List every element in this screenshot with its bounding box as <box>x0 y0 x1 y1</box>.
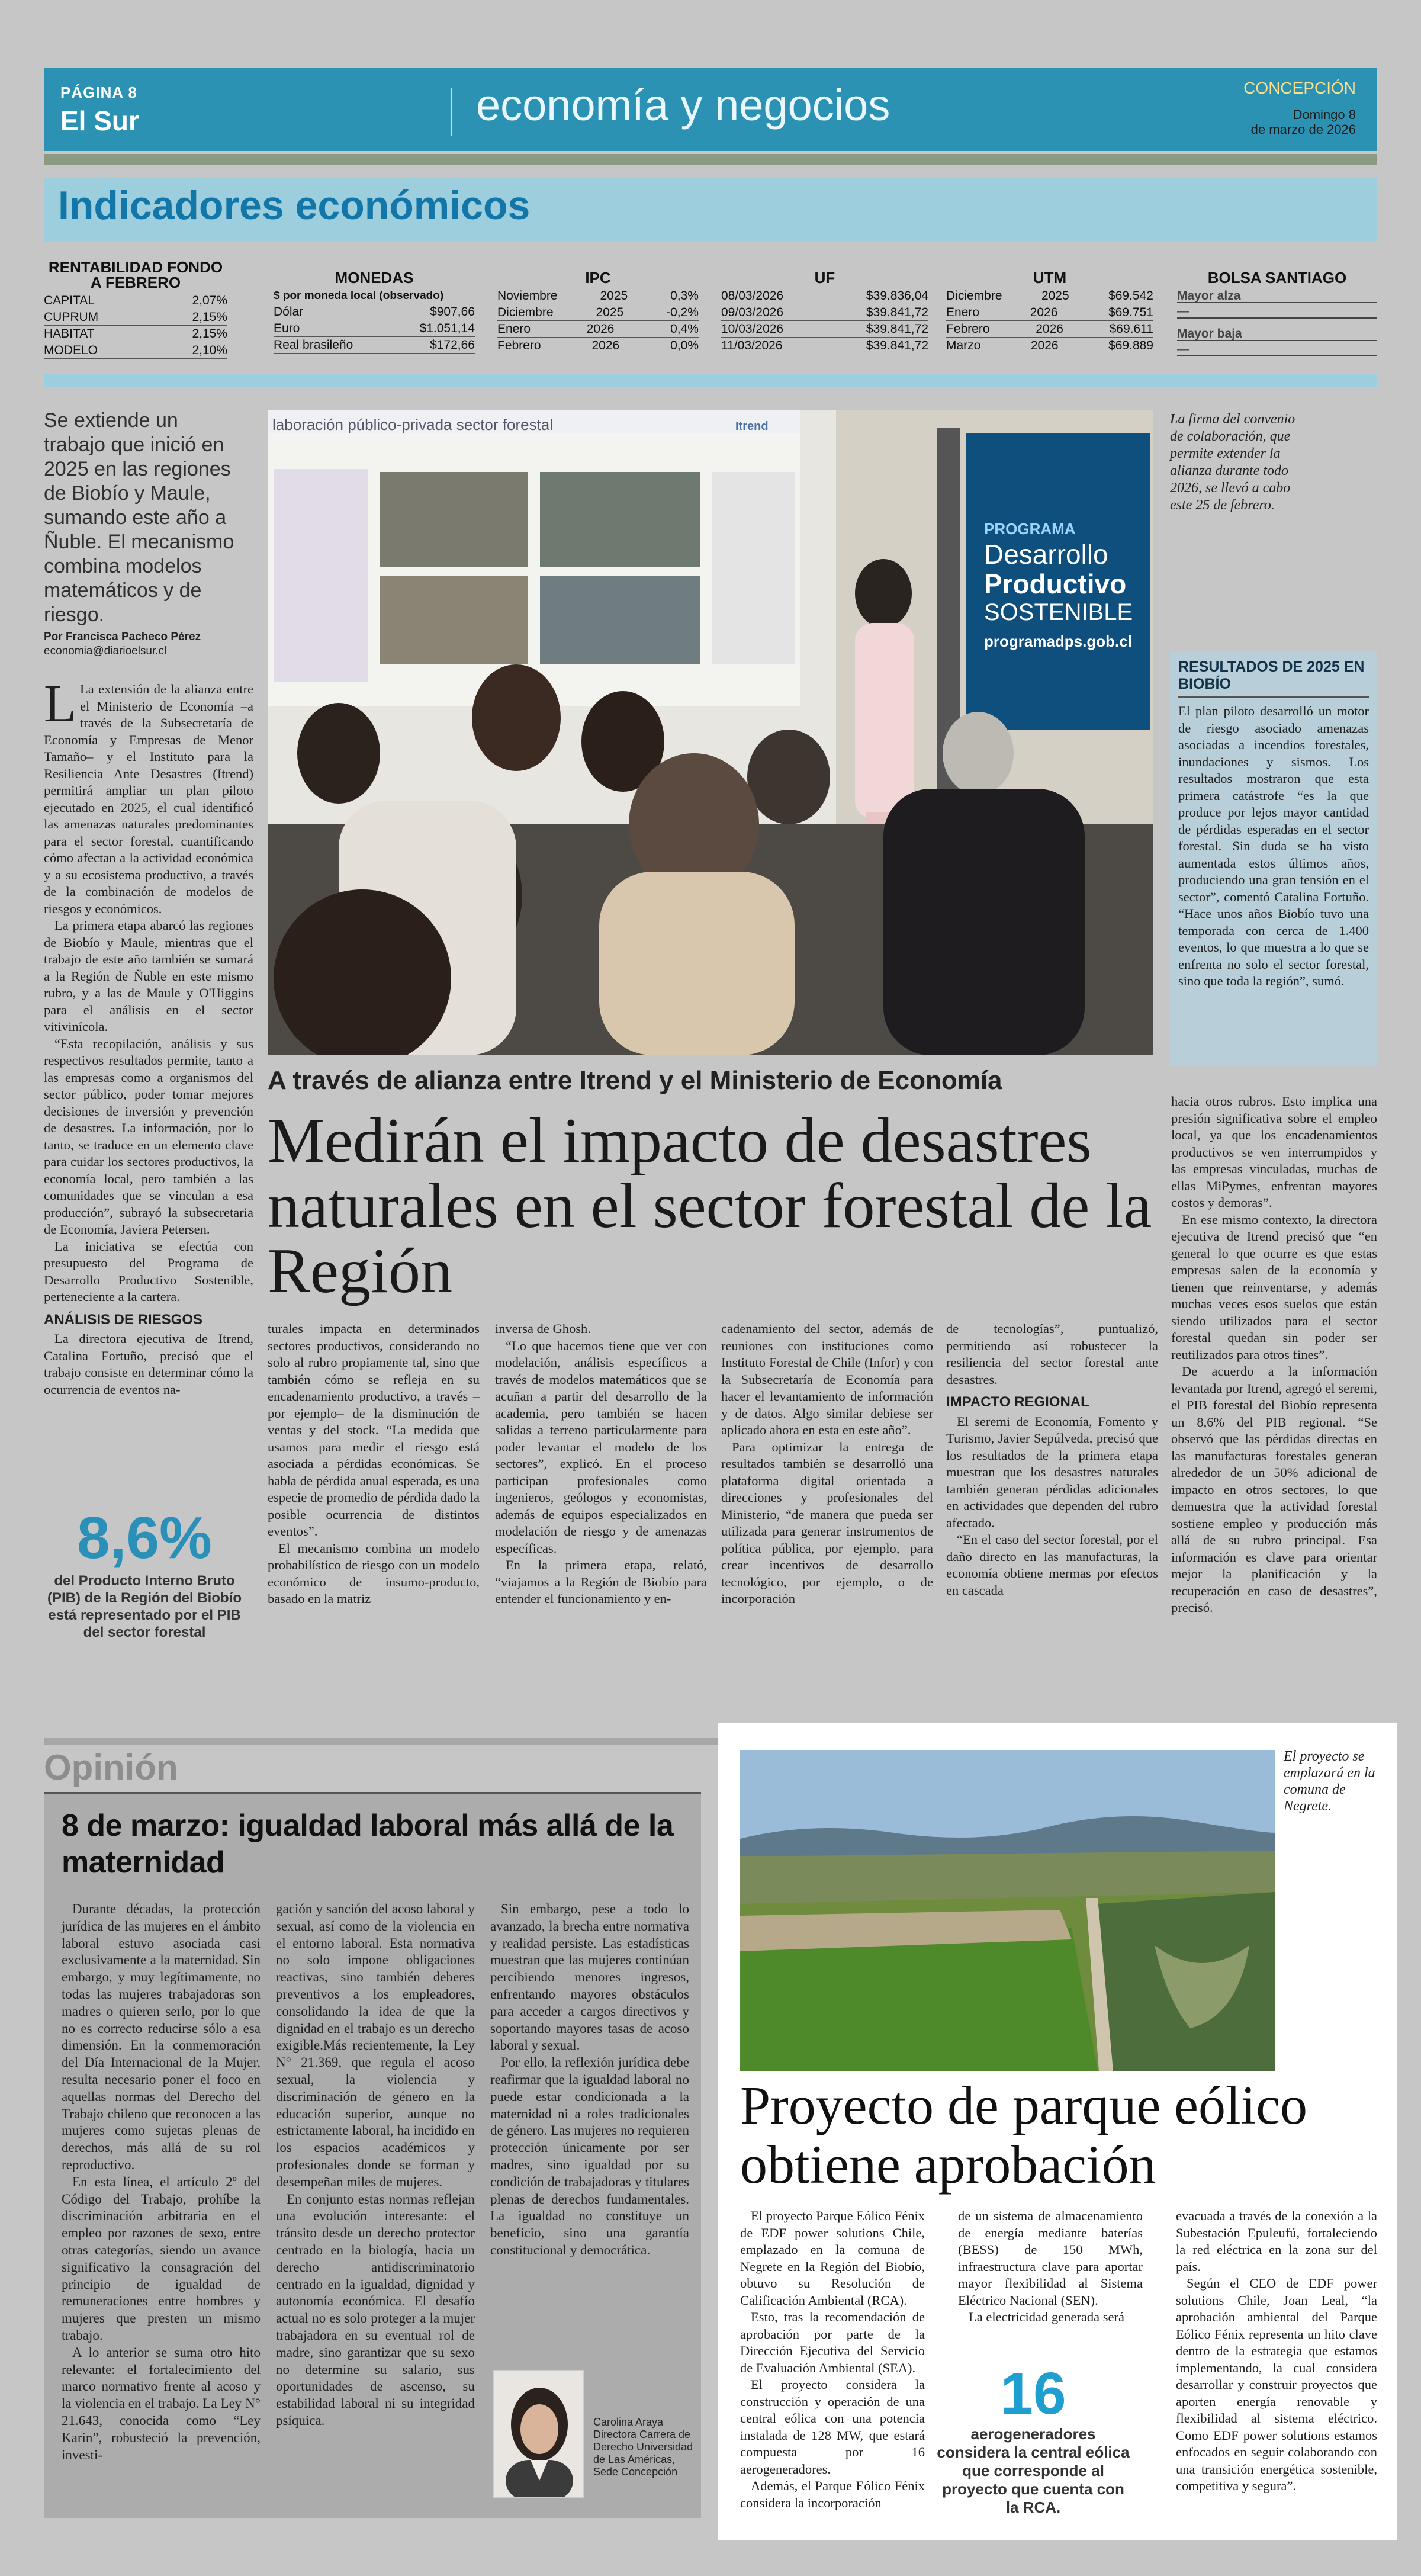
indicator-cell: 2026 <box>586 322 615 336</box>
wind-paragraph: evacuada a través de la conexión a la Subestación Epuleufú, fortaleciendo la red eléctrica en la zona sur del país. <box>1176 2208 1377 2274</box>
publication-name: El Sur <box>60 105 139 136</box>
article-paragraph: En la primera etapa, relató, “viajamos a la Región de Biobío para entender el funcionamiento y en- <box>495 1557 707 1606</box>
author-credit <box>593 2416 694 2478</box>
wind-paragraph: Esto, tras la recomendación de aprobación por parte de la Dirección Ejecutiva del Servicio de Evaluación Ambiental (SEA). <box>740 2310 925 2375</box>
indicator-row <box>274 304 475 320</box>
article-col-5 <box>946 1321 1158 1599</box>
wind-col-1 <box>740 2208 925 2511</box>
city-label: CONCEPCIÓN <box>1243 79 1356 97</box>
uf-table <box>721 270 928 354</box>
article-paragraph: “En el caso del sector forestal, por el daño directo en las manufacturas, la economía obtiene mermas por efectos en cascada <box>946 1532 1158 1598</box>
article-col-4 <box>721 1321 933 1608</box>
bolsa-down-value: — <box>1177 341 1377 356</box>
wind-paragraph: Según el CEO de EDF power solutions Chile, Joan Leal, “la aprobación ambiental del Parque Eólico Fénix representa un hito clave dentro de la estrategia que estamos implementando, la cual considera desarrollar y construir proyectos que aporten energía renovable y flexibilidad al sistema eléctrico. Como EDF power solutions estamos enfocados en seguir colaborando con una transición energética sostenible, competitiva y segura”. <box>1176 2276 1377 2493</box>
article-subhead: IMPACTO REGIONAL <box>946 1394 1089 1410</box>
indicator-cell: 2026 <box>1030 339 1059 352</box>
article-paragraph: En ese mismo contexto, la directora ejecutiva de Itrend precisó que “en general lo que ocurre es que estas empresas salen de la economía y tienen que reinventarse, y además muchas veces esos suelos que están siendo utilizados para el sector forestal quedan sin poder ser reutilizados para otros fines”. <box>1171 1212 1377 1362</box>
author-photo <box>493 2370 584 2498</box>
article-paragraph: hacia otros rubros. Esto implica una presión significativa sobre el empleo local, ya que los encadenamientos productivos se ven interrumpidos y las empresas vinculadas, muchas de ellas MiPymes, enfrentan mayores costos y demoras”. <box>1171 1094 1377 1210</box>
wind-farm-photo <box>740 1750 1275 2071</box>
indicator-row <box>946 304 1153 321</box>
wind-col-2 <box>958 2208 1143 2326</box>
opinion-col-1 <box>62 1901 261 2463</box>
stat-value: 8,6% <box>77 1505 212 1571</box>
ipc-table <box>497 270 699 354</box>
article-paragraph: “Lo que hacemos tiene que ver con modelación, análisis específicos a través de modelos matemáticos que se acuñan a partir del desarrollo de la academia, pero también se hacen salidas a terreno particularmente para poder levantar el modelo de los sectores”, explicó. En el proceso participan profesionales como ingenieros, geólogos y economistas, además de equipos especializados en modelación de riesgo y de amenazas específicas. <box>495 1338 707 1556</box>
wind-stat-value: 16 <box>1000 2360 1066 2427</box>
article-paragraph: El seremi de Economía, Fomento y Turismo, Javier Sepúlveda, precisó que los resultados de la primera etapa muestran que los desastres naturales también generan pérdidas adicionales en actividades que dependen del rubro afectado. <box>946 1414 1158 1530</box>
bolsa-heading: BOLSA SANTIAGO <box>1207 269 1347 287</box>
indicator-row <box>497 338 699 354</box>
indicator-cell: $39.836,04 <box>866 289 928 303</box>
fondo-heading: RENTABILIDAD FONDO A FEBRERO <box>48 258 223 291</box>
monedas-table <box>274 270 475 354</box>
indicator-cell: CAPITAL <box>44 294 95 307</box>
opinion-col-2 <box>276 1901 475 2430</box>
indicator-row <box>44 309 227 326</box>
indicator-cell: Noviembre <box>497 289 558 303</box>
stat-text: del Producto Interno Bruto (PIB) de la Región del Biobío está representado por el PIB del sector forestal <box>47 1573 242 1640</box>
author-title: Directora Carrera de Derecho Universidad de Las Américas, Sede Concepción <box>593 2429 693 2478</box>
wind-headline: Proyecto de parque eólico obtiene aprobación <box>740 2075 1307 2195</box>
indicator-cell: -0,2% <box>666 306 699 319</box>
article-paragraph: inversa de Ghosh. <box>495 1321 591 1336</box>
indicator-row <box>946 288 1153 304</box>
article-paragraph: de tecnologías”, puntualizó, permitiendo así robustecer la resiliencia del sector forestal ante desastres. <box>946 1321 1158 1387</box>
photo-caption: La firma del convenio de colaboración, que permite extender la alianza durante todo 2026, se llevó a cabo este 25 de febrero. <box>1170 412 1295 513</box>
indicator-cell: $69.889 <box>1108 339 1153 352</box>
article-kicker: A través de alianza entre Itrend y el Ministerio de Economía <box>268 1066 1002 1095</box>
event-photo <box>268 410 1153 1055</box>
indicator-cell: 2026 <box>591 339 620 352</box>
header-divider <box>451 88 452 136</box>
indicator-row <box>274 337 475 354</box>
indicator-cell: 10/03/2026 <box>721 322 784 336</box>
screen-title: laboración público-privada sector forestal <box>272 416 554 433</box>
indicator-cell: Diciembre <box>497 306 554 319</box>
indicator-cell: $69.611 <box>1109 322 1153 336</box>
indicator-cell: $907,66 <box>430 305 475 319</box>
opinion-headline: 8 de marzo: igualdad laboral más allá de la maternidad <box>62 1809 674 1880</box>
page-number: PÁGINA 8 <box>60 83 137 101</box>
article-paragraph: cadenamiento del sector, además de reuniones con instituciones como Instituto Forestal de Chile (Infor) y con la Subsecretaría de Economía para hacer el levantamiento de información y de datos. Algo similar debiese ser aplicado ahora en esta en este año”. <box>721 1321 933 1437</box>
ipc-heading: IPC <box>585 269 611 287</box>
indicator-cell: 08/03/2026 <box>721 289 784 303</box>
indicator-row <box>946 321 1153 338</box>
wind-stat-text: aerogeneradores considera la central eólica que corresponde al proyecto que cuenta con la RCA. <box>937 2425 1130 2516</box>
wind-paragraph: El proyecto Parque Eólico Fénix de EDF power solutions Chile, emplazado en la comuna de Negrete en la Región del Biobío, obtuvo su Resolución de Calificación Ambiental (RCA). <box>740 2208 925 2308</box>
opinion-paragraph: gación y sanción del acoso laboral y sexual, así como de la violencia en el entorno laboral. Esta normativa no solo impone obligaciones reactivas, sino también deberes preventivos a los empleadores, consolidando la idea de que la dignidad en el trabajo es un derecho exigible.Más recientemente, la Ley N° 21.369, que regula el acoso sexual, la violencia y discriminación de género en la educación superior, aunque no estrictamente laboral, ha incidido en los espacios académicos y profesionales donde se forman y desempeñan miles de mujeres. <box>276 1902 475 2189</box>
indicator-cell: Enero <box>946 306 980 319</box>
indicator-cell: 2,10% <box>192 343 227 357</box>
opinion-col-3 <box>490 1901 689 2259</box>
bolsa-up-label: Mayor alza <box>1177 288 1377 303</box>
indicators-banner <box>44 178 1377 242</box>
monedas-heading: MONEDAS <box>335 269 414 287</box>
page-header <box>44 68 1377 151</box>
opinion-paragraph: En esta línea, el artículo 2º del Código del Trabajo, prohíbe la discriminación arbitraria en el empleo por razones de sexo, entre otras categorías, siendo un avance significativo la consagración del principio de igualdad de remuneraciones entre hombres y mujeres que presten un mismo trabajo. <box>62 2174 261 2343</box>
indicator-cell: 0,3% <box>670 289 699 303</box>
indicator-cell: $69.542 <box>1108 289 1153 303</box>
indicator-cell: 2025 <box>600 289 628 303</box>
indicator-row <box>721 338 928 354</box>
indicator-cell: $69.751 <box>1108 306 1153 319</box>
indicator-cell: Enero <box>497 322 531 336</box>
opinion-paragraph: Sin embargo, pese a todo lo avanzado, la brecha entre normativa y realidad persiste. Las estadísticas muestran que las mujeres continúan percibiendo menores ingresos, enfrentando mayores obstáculos para acceder a cargos directivos y soportando mayores tasas de acoso laboral y sexual. <box>490 1902 689 2053</box>
article-paragraph: turales impacta en determinados sectores productivos, considerando no solo al rubro propiamente tal, sino que también cómo se refleja en su encadenamiento productivo, a través –por ejemplo– de la disminución de ventas y del stock. “La medida que usamos para medir el riesgo está asociada a pérdidas económicas. Se habla de pérdida anual esperada, es una especie de promedio de pérdida dado la posible ocurrencia de distintos eventos”. <box>268 1321 480 1538</box>
indicators-title: Indicadores económicos <box>58 183 531 228</box>
article-col-6 <box>1171 1093 1377 1617</box>
article-paragraph: La directora ejecutiva de Itrend, Catalina Fortuño, precisó que el trabajo consiste en determinar cómo la ocurrencia de eventos na- <box>44 1331 253 1397</box>
indicator-row <box>497 288 699 304</box>
opinion-paragraph: Durante décadas, la protección jurídica de las mujeres en el ámbito laboral estuvo asociada casi exclusivamente a la maternidad. Sin embargo, y muy legítimamente, no todas las mujeres trabajadoras son madres o quieren serlo, por lo que no es correcto reducirse sólo a esa dimensión. En la conmemoración del Día Internacional de la Mujer, resulta necesario poner el foco en aquellas normas del Derecho del Trabajo chileno que reconocen a las mujeres como sujetas plenas de derechos, más allá de su rol reproductivo. <box>62 1902 261 2172</box>
indicator-cell: $1.051,14 <box>419 322 475 335</box>
uf-heading: UF <box>814 269 835 287</box>
article-paragraph: Para optimizar la entrega de resultados también se desarrolló una plataforma digital orientada a direcciones y profesionales del Ministerio, “de manera que pueda ser utilizada para generar instrumentos de política pública, por ejemplo, para crear incentivos de desarrollo tecnológico, por ejemplo, o de incorporación <box>721 1439 933 1606</box>
banner-program: PROGRAMA <box>984 520 1076 538</box>
indicator-cell: 09/03/2026 <box>721 306 784 319</box>
indicator-cell: Febrero <box>946 322 990 336</box>
indicator-cell: 2025 <box>596 306 624 319</box>
banner-line3: SOSTENIBLE <box>984 599 1133 625</box>
indicator-cell: 2,07% <box>192 294 227 307</box>
indicator-cell: $39.841,72 <box>866 306 928 319</box>
indicators-rule <box>44 374 1377 387</box>
sidebar-title: RESULTADOS DE 2025 EN BIOBÍO <box>1178 659 1365 692</box>
article-paragraph: L La extensión de la alianza entre el Ministerio de Economía –a través de la Subsecretaría de Economía y Empresas de Menor Tamaño– y el Instituto para la Resiliencia Ante Desastres (Itrend) permitirá ampliar un plan piloto ejecutado en 2025, el cual identificó las amenazas naturales predominantes para el sector forestal, cuantificando cómo afectan a la actividad económica y a su ecosistema productivo, a través de la combinación de modelos de riesgos y económicos. <box>44 674 253 916</box>
bolsa-table <box>1177 270 1377 356</box>
indicator-row <box>44 293 227 309</box>
banner-url: programadps.gob.cl <box>984 632 1132 650</box>
banner-line1: Desarrollo <box>984 539 1108 570</box>
indicator-cell: 2026 <box>1030 306 1058 319</box>
indicator-cell: Dólar <box>274 305 304 319</box>
sidebar-rule <box>1178 696 1369 698</box>
indicator-cell: 2026 <box>1036 322 1063 336</box>
article-col-1 <box>44 674 253 1398</box>
article-intro: Se extiende un trabajo que inició en 2025 en las regiones de Biobío y Maule, sumando este año a Ñuble. El mecanismo combina modelos matemáticos y de riesgo. <box>44 409 234 626</box>
indicator-cell: HABITAT <box>44 327 95 341</box>
indicator-row <box>44 342 227 359</box>
article-paragraph: El mecanismo combina un modelo probabilístico de riesgo con un modelo económico de insumo-producto, basado en la matriz <box>268 1540 480 1606</box>
indicator-cell: $39.841,72 <box>866 339 928 352</box>
article-paragraph: La primera etapa abarcó las regiones de Biobío y Maule, mientras que el trabajo de este año también se sumará a la Región de Ñuble en este mismo rubro, y a las de Maule y O'Higgins para el análisis en el sector vitivinícola. <box>44 918 253 1034</box>
indicator-row <box>721 288 928 304</box>
indicator-cell: CUPRUM <box>44 310 99 324</box>
indicator-cell: Marzo <box>946 339 981 352</box>
wind-col-3 <box>1176 2208 1377 2495</box>
opinion-paragraph: Por ello, la reflexión jurídica debe reafirmar que la igualdad laboral no puede estar condicionada a la maternidad ni a roles tradicionales de género. Las mujeres no requieren protección únicamente por ser madres, sino igualdad por su condición de trabajadoras y titulares plenas de derechos fundamentales. La igualdad no constituye un beneficio, sino una garantía constitucional y democrática. <box>490 2055 689 2257</box>
indicator-row <box>274 320 475 337</box>
indicator-cell: 2025 <box>1041 289 1069 303</box>
utm-heading: UTM <box>1033 269 1067 287</box>
utm-table <box>946 270 1153 354</box>
stat-callout <box>44 1504 245 1641</box>
author-name: Carolina Araya <box>593 2416 664 2428</box>
article-byline: Por Francisca Pacheco Pérez economia@diarioelsur.cl <box>44 631 201 657</box>
article-paragraph: “Esta recopilación, análisis y sus respectivos resultados permite, tanto a las empresas como a organismos del sector público, poder tomar mejores decisiones de inversión y prevención de desastres. La información, por lo tanto, se traduce en un elemento clave para cuidar los sectores productivos, la economía local, pero también a las comunidades que se vinculan a esa producción”, subrayó la subsecretaria de Economía, Javiera Petersen. <box>44 1036 253 1236</box>
fondo-table <box>44 259 227 359</box>
article-paragraph: La iniciativa se efectúa con presupuesto del Programa de Desarrollo Productivo Sostenible, perteneciente a la cartera. <box>44 1238 253 1304</box>
wind-paragraph: La electricidad generada será <box>969 2310 1124 2324</box>
banner-line2: Productivo <box>984 568 1127 599</box>
article-col-3 <box>495 1321 707 1608</box>
indicator-row <box>946 338 1153 354</box>
sidebar-text: El plan piloto desarrolló un motor de riesgo asociado amenazas asociadas a incendios forestales, inundaciones y sismos. Los resultados mostraron que esta primera catástrofe “es la que produce por lejos mayor cantidad de pérdidas esperadas en el sector forestal. Sin duda se ha visto aumentada estos últimos años, produciendo una gran tensión en el sector”, comentó Catalina Fortuño. “Hace unos años Biobío tuvo una temporada con cerca de 1.400 eventos, lo que muestra a lo que se enfrenta no solo el sector forestal, sino que toda la región”, sumó. <box>1178 704 1369 988</box>
bolsa-up-value: — <box>1177 303 1377 319</box>
indicator-cell: 0,0% <box>670 339 699 352</box>
article-col-2 <box>268 1321 480 1608</box>
indicator-cell: 0,4% <box>670 322 699 336</box>
opinion-paragraph: A lo anterior se suma otro hito relevante: el fortalecimiento del marco normativo frente al acoso y la violencia en el trabajo. La Ley N° 21.643, conocida como “Ley Karin”, robusteció la prevención, investi- <box>62 2344 261 2462</box>
indicator-cell: 2,15% <box>192 310 227 324</box>
indicator-cell: Diciembre <box>946 289 1002 303</box>
indicator-cell: 2,15% <box>192 327 227 341</box>
indicator-cell: $39.841,72 <box>866 322 928 336</box>
header-rule <box>44 154 1377 165</box>
indicator-row <box>721 321 928 338</box>
article-paragraph: De acuerdo a la información levantada por Itrend, agregó el seremi, el PIB forestal del Biobío representa un 8,6% del PIB regional. “Se observó que las pérdidas directas en las manufacturas forestales generan alrededor de un 50% adicional de impacto en otros sectores, lo que demuestra que la actividad forestal sostiene empleo y producción más allá de su rubro principal. Esa información es clave para orientar mejor la planificación y la recuperación en caso de desastres”, precisó. <box>1171 1364 1377 1615</box>
indicator-cell: MODELO <box>44 343 98 357</box>
bolsa-down-label: Mayor baja <box>1177 326 1377 341</box>
indicator-row <box>721 304 928 321</box>
article-subhead: ANÁLISIS DE RIESGOS <box>44 1311 203 1328</box>
indicator-cell: 11/03/2026 <box>721 339 783 352</box>
indicator-row <box>497 321 699 338</box>
wind-paragraph: de un sistema de almacenamiento de energía mediante baterías (BESS) de 150 MWh, infraestructura clave para aportar mayor flexibilidad al Sistema Eléctrico Nacional (SEN). <box>958 2208 1143 2308</box>
article-headline: Medirán el impacto de desastres naturales en el sector forestal de la Región <box>268 1106 1152 1306</box>
wind-paragraph: Además, el Parque Eólico Fénix considera la incorporación <box>740 2478 925 2510</box>
screen-logo: Itrend <box>735 420 769 433</box>
opinion-paragraph: En conjunto estas normas reflejan una evolución interesante: el tránsito desde un derecho protector centrado en la biología, hacia un derecho antidiscriminatorio centrado en la igualdad, dignidad y autonomía económica. El desafío actual no es solo proteger a la mujer trabajadora en su eventual rol de madre, sino garantizar que su sexo no determine su salario, sus oportunidades de ascenso, su estabilidad laboral ni su integridad psíquica. <box>276 2191 475 2428</box>
wind-photo-caption: El proyecto se emplazará en la comuna de Negrete. <box>1284 1749 1375 1814</box>
indicator-cell: $172,66 <box>430 338 475 352</box>
date-label: Domingo 8 de marzo de 2026 <box>1250 107 1356 137</box>
wind-stat-callout <box>935 2360 1131 2517</box>
indicator-cell: Euro <box>274 322 300 335</box>
indicator-cell: Real brasileño <box>274 338 353 352</box>
drop-cap: L <box>44 674 76 733</box>
opinion-section-title: Opinión <box>44 1748 178 1787</box>
indicator-row <box>497 304 699 321</box>
sidebar-box <box>1170 651 1377 1066</box>
section-title: economía y negocios <box>476 81 890 130</box>
indicator-cell: Febrero <box>497 339 541 352</box>
wind-paragraph: El proyecto considera la construcción y operación de una central eólica con una potencia instalada de 128 MW, que estará compuesta por 16 aerogeneradores. <box>740 2377 925 2477</box>
indicator-row <box>44 326 227 342</box>
monedas-subheading: $ por moneda local (observado) <box>274 290 444 302</box>
